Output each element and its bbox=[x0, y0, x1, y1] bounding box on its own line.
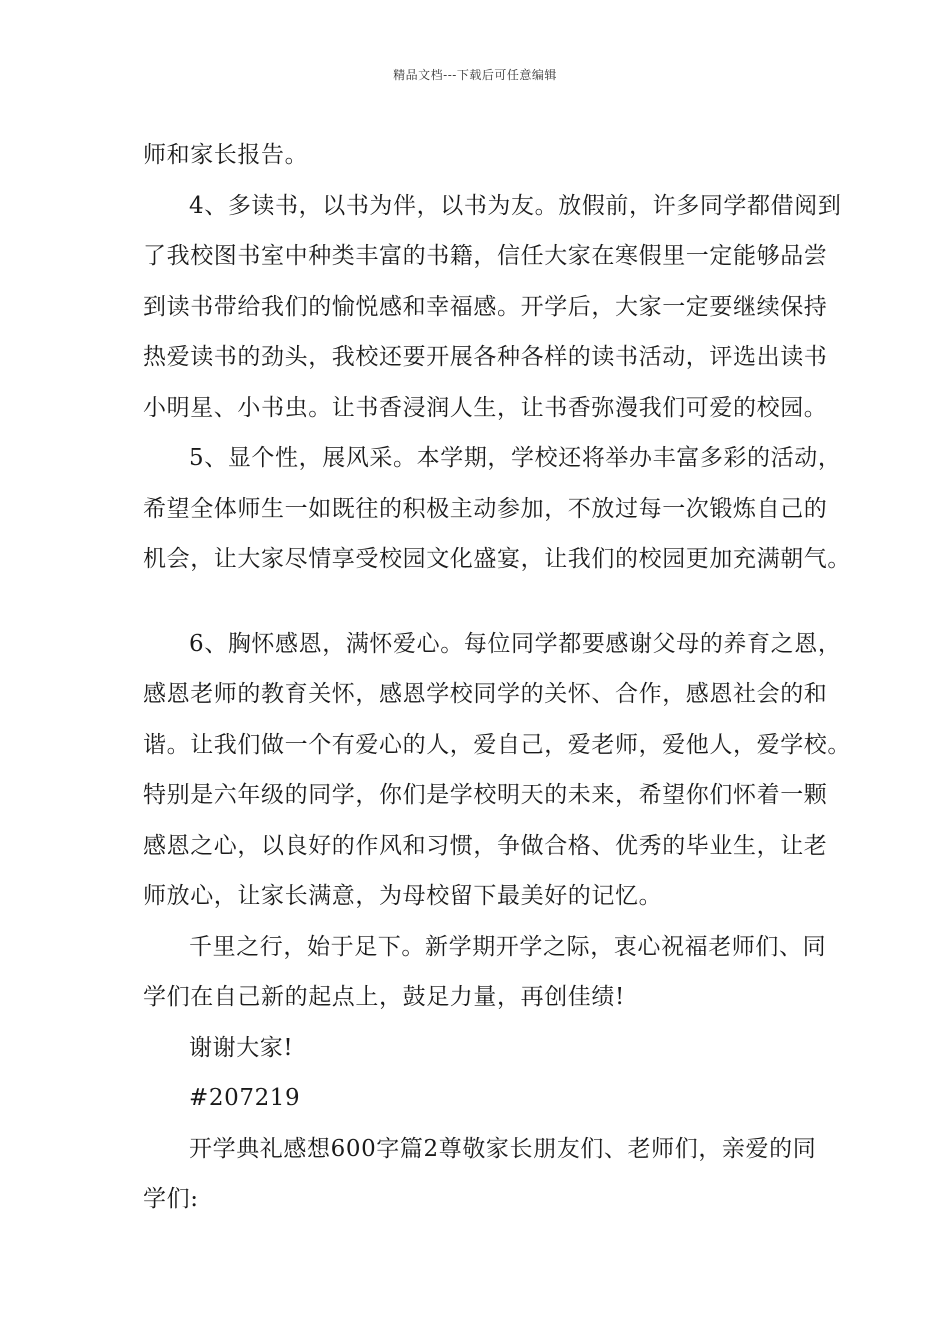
text-line: 师放心，让家长满意，为母校留下最美好的记忆。 bbox=[143, 883, 663, 909]
paragraph-start-line: 6、胸怀感恩，满怀爱心。每位同学都要感谢父母的养育之恩， bbox=[189, 630, 842, 657]
paragraph-start-line: 千里之行，始于足下。新学期开学之际，衷心祝福老师们、同 bbox=[189, 933, 827, 960]
text-line: 小明星、小书虫。让书香浸润人生，让书香弥漫我们可爱的校园。 bbox=[143, 394, 828, 421]
text-line: 学们: bbox=[143, 1186, 199, 1212]
text-line: 学们在自己新的起点上，鼓足力量，再创佳绩! bbox=[143, 984, 625, 1010]
document-body bbox=[143, 130, 851, 1225]
text-line: 感恩老师的教育关怀，感恩学校同学的关怀、合作，感恩社会的和 bbox=[143, 681, 828, 707]
paragraph-gap bbox=[143, 585, 823, 619]
document-id: #207219 bbox=[189, 1085, 301, 1111]
text-line: 谐。让我们做一个有爱心的人，爱自己，爱老师，爱他人，爱学校。 bbox=[143, 731, 851, 758]
text-line: 师和家长报告。 bbox=[143, 142, 309, 168]
text-line: 感恩之心，以良好的作风和习惯，争做合格、优秀的毕业生，让老 bbox=[143, 832, 828, 859]
paragraph-start-line: 4、多读书，以书为伴，以书为友。放假前，许多同学都借阅到 bbox=[189, 192, 842, 219]
paragraph-start-line: 5、显个性，展风采。本学期，学校还将举办丰富多彩的活动， bbox=[189, 445, 842, 471]
page-header: 精品文档---下载后可任意编辑 bbox=[393, 68, 557, 82]
text-line: 特别是六年级的同学，你们是学校明天的未来，希望你们怀着一颗 bbox=[143, 782, 828, 808]
text-line: 机会，让大家尽情享受校园文化盛宴，让我们的校园更加充满朝气。 bbox=[143, 546, 851, 572]
text-line: 希望全体师生一如既往的积极主动参加，不放过每一次锻炼自己的 bbox=[143, 495, 828, 522]
section-title-line: 开学典礼感想600字篇2尊敬家长朋友们、老师们，亲爱的同 bbox=[189, 1135, 817, 1162]
text-line: 热爱读书的劲头，我校还要开展各种各样的读书活动，评选出读书 bbox=[143, 344, 828, 370]
text-line: 到读书带给我们的愉悦感和幸福感。开学后，大家一定要继续保持 bbox=[143, 293, 828, 320]
closing-thanks: 谢谢大家! bbox=[189, 1034, 294, 1061]
text-line: 了我校图书室中种类丰富的书籍，信任大家在寒假里一定能够品尝 bbox=[143, 243, 828, 269]
